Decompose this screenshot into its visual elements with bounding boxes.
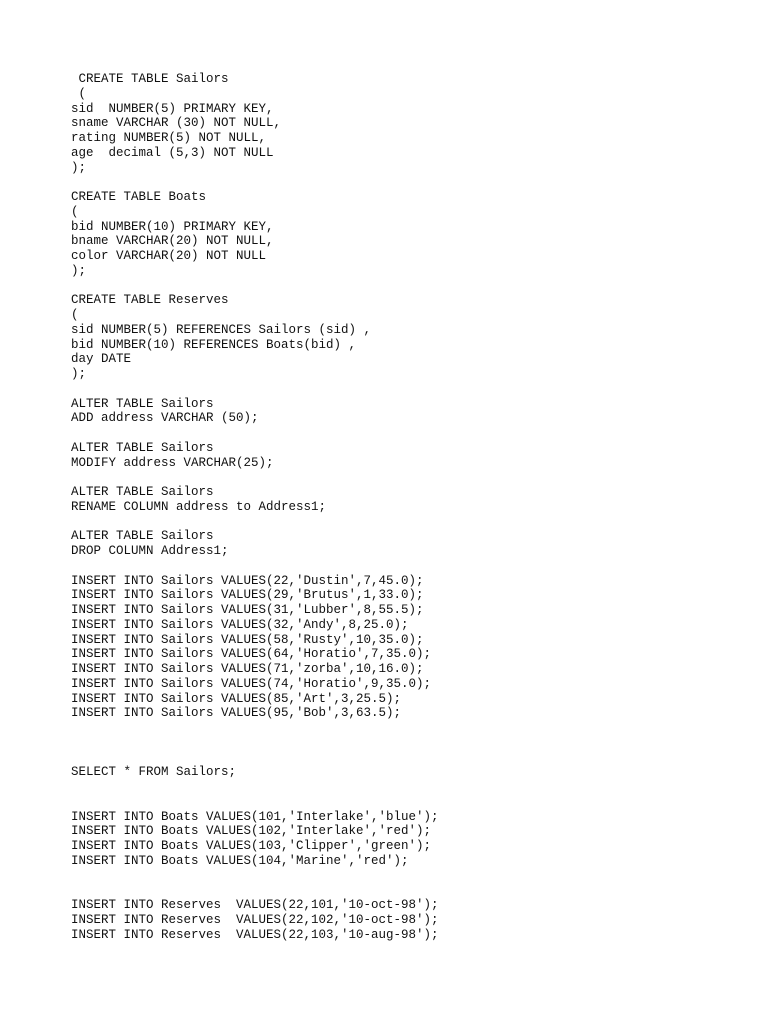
- code-line: sid NUMBER(5) REFERENCES Sailors (sid) ,: [71, 322, 372, 337]
- code-line: INSERT INTO Sailors VALUES(74,'Horatio',9,35.0);: [71, 676, 432, 691]
- code-line: DROP COLUMN Address1;: [71, 544, 229, 558]
- code-line: INSERT INTO Sailors VALUES(95,'Bob',3,63.5);: [71, 706, 402, 721]
- code-line: age decimal (5,3) NOT NULL: [71, 145, 274, 160]
- code-line: (: [71, 204, 79, 219]
- code-line: color VARCHAR(20) NOT NULL: [71, 249, 267, 263]
- sql-document: [71, 72, 751, 942]
- code-line: INSERT INTO Sailors VALUES(58,'Rusty',10,35.0);: [71, 632, 424, 647]
- code-line: [71, 382, 751, 397]
- code-line: (: [71, 86, 87, 101]
- code-line: CREATE TABLE Reserves: [71, 293, 229, 308]
- code-line: [71, 175, 751, 190]
- code-line: [71, 883, 751, 898]
- code-line: [71, 470, 751, 485]
- code-line: [71, 515, 751, 530]
- code-line: [71, 780, 751, 795]
- code-line: [71, 559, 751, 574]
- code-line: ALTER TABLE Sailors: [71, 485, 214, 499]
- code-line: INSERT INTO Sailors VALUES(64,'Horatio',7,35.0);: [71, 647, 432, 662]
- code-line: INSERT INTO Boats VALUES(102,'Interlake','red');: [71, 824, 432, 839]
- code-line: ALTER TABLE Sailors: [71, 396, 214, 411]
- code-line: INSERT INTO Reserves VALUES(22,102,'10-oct-98');: [71, 912, 439, 927]
- code-line: INSERT INTO Sailors VALUES(32,'Andy',8,25.0);: [71, 617, 409, 632]
- code-line: INSERT INTO Sailors VALUES(71,'zorba',10,16.0);: [71, 662, 424, 676]
- code-line: sid NUMBER(5) PRIMARY KEY,: [71, 101, 274, 116]
- code-line: bid NUMBER(10) REFERENCES Boats(bid) ,: [71, 337, 357, 352]
- code-line: CREATE TABLE Boats: [71, 190, 207, 204]
- code-line: ALTER TABLE Sailors: [71, 529, 214, 544]
- code-line: INSERT INTO Boats VALUES(104,'Marine','red');: [71, 853, 409, 868]
- code-line: [71, 721, 751, 736]
- code-line: RENAME COLUMN address to Address1;: [71, 499, 327, 514]
- code-line: [71, 426, 751, 441]
- code-line: [71, 869, 751, 884]
- code-line: INSERT INTO Boats VALUES(101,'Interlake','blue');: [71, 809, 439, 824]
- code-line: sname VARCHAR (30) NOT NULL,: [71, 116, 282, 131]
- code-line: [71, 279, 751, 294]
- code-line: rating NUMBER(5) NOT NULL,: [71, 131, 267, 145]
- code-line: MODIFY address VARCHAR(25);: [71, 455, 274, 470]
- code-line: INSERT INTO Reserves VALUES(22,103,'10-aug-98');: [71, 927, 439, 942]
- code-line: );: [71, 367, 87, 381]
- code-line: bid NUMBER(10) PRIMARY KEY,: [71, 219, 274, 234]
- code-line: );: [71, 160, 87, 175]
- code-line: INSERT INTO Sailors VALUES(31,'Lubber',8,55.5);: [71, 603, 424, 617]
- code-line: [71, 736, 751, 751]
- code-line: SELECT * FROM Sailors;: [71, 765, 237, 780]
- code-line: bname VARCHAR(20) NOT NULL,: [71, 234, 274, 249]
- code-line: CREATE TABLE Sailors: [71, 72, 229, 86]
- code-line: INSERT INTO Boats VALUES(103,'Clipper','green');: [71, 839, 432, 853]
- code-line: day DATE: [71, 352, 132, 367]
- code-line: INSERT INTO Sailors VALUES(22,'Dustin',7,45.0);: [71, 573, 424, 588]
- sql-code-block: [71, 72, 751, 942]
- code-line: INSERT INTO Sailors VALUES(29,'Brutus',1,33.0);: [71, 588, 424, 603]
- code-line: INSERT INTO Sailors VALUES(85,'Art',3,25.5);: [71, 691, 402, 706]
- code-line: ALTER TABLE Sailors: [71, 440, 214, 455]
- code-line: );: [71, 263, 87, 278]
- code-line: [71, 795, 751, 810]
- code-line: ADD address VARCHAR (50);: [71, 411, 259, 426]
- code-line: (: [71, 308, 79, 322]
- code-line: INSERT INTO Reserves VALUES(22,101,'10-oct-98');: [71, 898, 439, 912]
- code-line: [71, 751, 751, 766]
